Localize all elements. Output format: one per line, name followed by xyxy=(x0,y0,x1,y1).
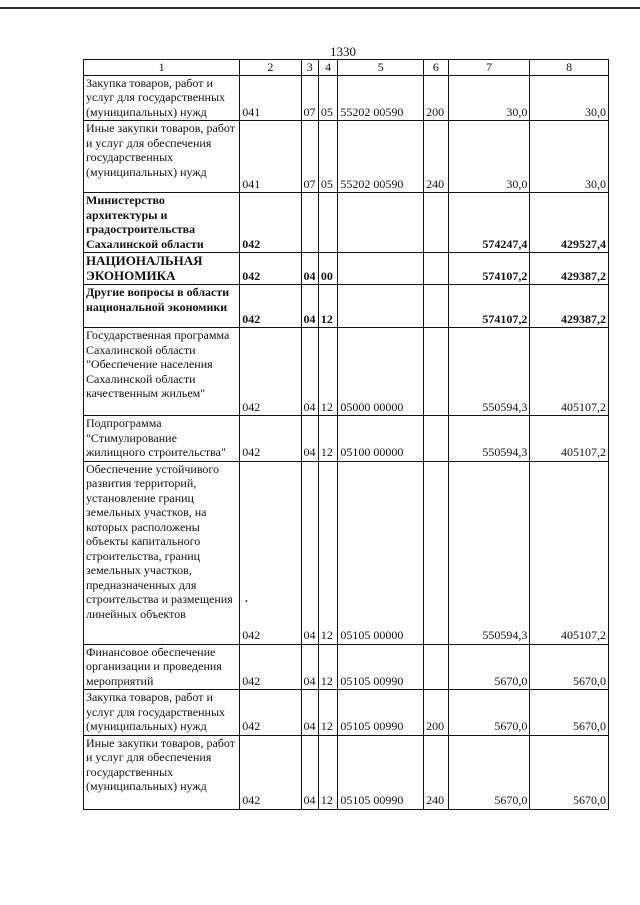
amount-year-2: 405107,2 xyxy=(530,461,609,644)
ministry-code: 042 xyxy=(240,253,301,285)
ministry-code: 042 xyxy=(240,416,301,462)
ministry-code: 042 xyxy=(240,644,301,690)
header-cell: 5 xyxy=(338,60,424,76)
header-cell: 7 xyxy=(448,60,530,76)
row-name: Иные закупки товаров, работ и услуг для обеспечения государственных (муниципальных) нужд xyxy=(84,735,240,809)
table-row xyxy=(84,644,609,690)
subsection-code: 05 xyxy=(318,121,337,193)
budget-table xyxy=(83,59,609,810)
ministry-code: 042 xyxy=(240,328,301,416)
subsection-code: 12 xyxy=(318,735,337,809)
amount-year-2: 30,0 xyxy=(530,121,609,193)
section-code: 04 xyxy=(301,253,318,285)
expense-type-code xyxy=(424,193,449,253)
subsection-code: 12 xyxy=(318,461,337,644)
subsection-code: 00 xyxy=(318,253,337,285)
subsection-code: 12 xyxy=(318,416,337,462)
row-name: Обеспечение устойчивого развития территорий, установление границ земельных участков, на которых расположены объекты капитального строительства, границ земельных участков, предназначенных для строительства и размещения линейных объектов xyxy=(84,461,240,644)
table-row xyxy=(84,461,609,644)
target-code: 55202 00590 xyxy=(338,121,424,193)
ministry-code: 042 xyxy=(240,690,301,736)
amount-year-2: 30,0 xyxy=(530,75,609,121)
target-code: 05105 00990 xyxy=(338,690,424,736)
table-row xyxy=(84,253,609,285)
ministry-code: 041 xyxy=(240,75,301,121)
target-code xyxy=(338,193,424,253)
target-code xyxy=(338,253,424,285)
amount-year-1: 574107,2 xyxy=(448,253,530,285)
section-code: 04 xyxy=(301,690,318,736)
amount-year-1: 5670,0 xyxy=(448,735,530,809)
expense-type-code: 200 xyxy=(424,690,449,736)
amount-year-1: 5670,0 xyxy=(448,690,530,736)
amount-year-2: 429387,2 xyxy=(530,253,609,285)
amount-year-1: 550594,3 xyxy=(448,461,530,644)
expense-type-code xyxy=(424,644,449,690)
amount-year-1: 574107,2 xyxy=(448,285,530,328)
table-row xyxy=(84,735,609,809)
row-name: Подпрограмма "Стимулирование жилищного строительства" xyxy=(84,416,240,462)
header-cell: 6 xyxy=(424,60,449,76)
row-name: Государственная программа Сахалинской области "Обеспечение населения Сахалинской области качественным жильем" xyxy=(84,328,240,416)
target-code xyxy=(338,285,424,328)
expense-type-code xyxy=(424,461,449,644)
section-code: 07 xyxy=(301,75,318,121)
row-name: Закупка товаров, работ и услуг для государственных (муниципальных) нужд xyxy=(84,690,240,736)
ministry-code: 042 xyxy=(240,193,301,253)
target-code: 05105 00990 xyxy=(338,735,424,809)
section-code: 04 xyxy=(301,416,318,462)
subsection-code: 12 xyxy=(318,285,337,328)
target-code: 05100 00000 xyxy=(338,416,424,462)
section-code: 07 xyxy=(301,121,318,193)
amount-year-2: 5670,0 xyxy=(530,735,609,809)
subsection-code: 12 xyxy=(318,328,337,416)
expense-type-code xyxy=(424,328,449,416)
target-code: 05105 00000 xyxy=(338,461,424,644)
amount-year-2: 405107,2 xyxy=(530,416,609,462)
header-cell: 8 xyxy=(530,60,609,76)
expense-type-code xyxy=(424,253,449,285)
table-row xyxy=(84,416,609,462)
header-cell: 4 xyxy=(318,60,337,76)
row-name: Другие вопросы в области национальной экономики xyxy=(84,285,240,328)
expense-type-code: 240 xyxy=(424,735,449,809)
target-code: 05000 00000 xyxy=(338,328,424,416)
ministry-code: 042 xyxy=(240,461,301,644)
amount-year-1: 30,0 xyxy=(448,75,530,121)
amount-year-2: 5670,0 xyxy=(530,644,609,690)
header-cell: 2 xyxy=(240,60,301,76)
section-code: 04 xyxy=(301,644,318,690)
section-code xyxy=(301,193,318,253)
table-row xyxy=(84,121,609,193)
amount-year-1: 574247,4 xyxy=(448,193,530,253)
section-code: 04 xyxy=(301,735,318,809)
section-code: 04 xyxy=(301,461,318,644)
subsection-code xyxy=(318,193,337,253)
amount-year-2: 429387,2 xyxy=(530,285,609,328)
amount-year-2: 5670,0 xyxy=(530,690,609,736)
row-name: Иные закупки товаров, работ и услуг для обеспечения государственных (муниципальных) нужд xyxy=(84,121,240,193)
expense-type-code xyxy=(424,416,449,462)
header-cell: 3 xyxy=(301,60,318,76)
target-code: 05105 00990 xyxy=(338,644,424,690)
page-number: 1330 xyxy=(330,44,356,59)
header-cell: 1 xyxy=(84,60,240,76)
subsection-code: 05 xyxy=(318,75,337,121)
top-border-line xyxy=(0,7,640,9)
row-name: Закупка товаров, работ и услуг для государственных (муниципальных) нужд xyxy=(84,75,240,121)
table-row xyxy=(84,690,609,736)
row-name: Министерство архитектуры и градостроительства Сахалинской области xyxy=(84,193,240,253)
amount-year-1: 550594,3 xyxy=(448,328,530,416)
ministry-code: 042 xyxy=(240,285,301,328)
scan-speck: • xyxy=(245,597,248,606)
ministry-code: 041 xyxy=(240,121,301,193)
row-name: НАЦИОНАЛЬНАЯ ЭКОНОМИКА xyxy=(84,253,240,285)
section-code: 04 xyxy=(301,328,318,416)
expense-type-code xyxy=(424,285,449,328)
subsection-code: 12 xyxy=(318,644,337,690)
table-row xyxy=(84,193,609,253)
row-name: Финансовое обеспечение организации и проведения мероприятий xyxy=(84,644,240,690)
subsection-code: 12 xyxy=(318,690,337,736)
expense-type-code: 200 xyxy=(424,75,449,121)
table-row xyxy=(84,285,609,328)
amount-year-1: 30,0 xyxy=(448,121,530,193)
target-code: 55202 00590 xyxy=(338,75,424,121)
amount-year-1: 5670,0 xyxy=(448,644,530,690)
expense-type-code: 240 xyxy=(424,121,449,193)
ministry-code: 042 xyxy=(240,735,301,809)
amount-year-2: 429527,4 xyxy=(530,193,609,253)
section-code: 04 xyxy=(301,285,318,328)
amount-year-2: 405107,2 xyxy=(530,328,609,416)
table-row xyxy=(84,75,609,121)
table-row xyxy=(84,328,609,416)
header-row xyxy=(84,60,609,76)
amount-year-1: 550594,3 xyxy=(448,416,530,462)
